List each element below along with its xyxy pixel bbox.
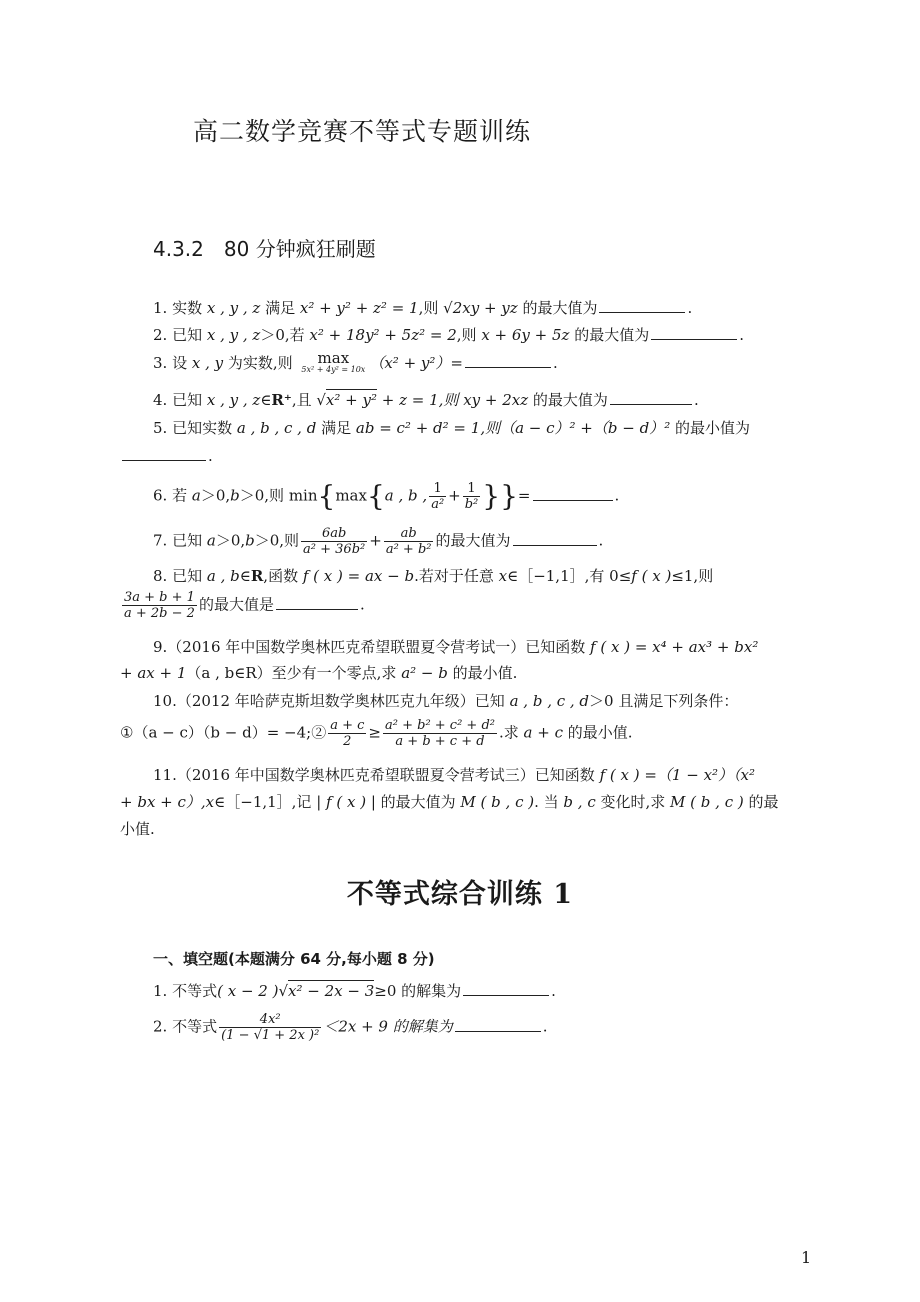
problem-1: 1. 实数 x , y , z 满足 x² + y² + z² = 1,则 √2xy + yz 的最大值为 .	[153, 299, 693, 317]
problem-11-cont2: 小值.	[120, 820, 155, 838]
problem-10: 10.（2012 年哈萨克斯坦数学奥林匹克九年级）已知 a , b , c , d＞0 且满足下列条件：	[153, 692, 739, 710]
answer-blank	[463, 981, 549, 996]
problem-10-cont: ①（a − c）（b − d）= −4;② $\frac{a + c}{2}$ ≥ $\frac{\text{a² + b² + c² + d²}}{a + b + c + d}$ .求 a + c 的最小值.	[120, 718, 633, 749]
question-2: 2. 不等式 $\frac{\text{4x²}}{\text{(1 − √1 + 2x )²}}$ ＜2x + 9 的解集为 .	[153, 1012, 548, 1043]
problem-5: 5. 已知实数 a , b , c , d 满足 ab = c² + d² = 1,则（a − c）² +（b − d）² 的最小值为	[153, 419, 750, 437]
answer-blank	[465, 353, 551, 368]
answer-blank	[455, 1017, 541, 1032]
section2-heading: 一、填空题(本题满分 64 分,每小题 8 分)	[153, 950, 435, 968]
problem-8: 8. 已知 a , b∈R,函数 f ( x ) = ax − b.若对于任意 x∈［−1,1］,有 0≤f ( x )≤1,则	[153, 567, 714, 585]
max-operator: max 5x² + 4y² = 10x	[301, 349, 366, 374]
answer-blank	[276, 595, 358, 610]
fraction: $\frac{6ab}{\text{a² + 36b²}}$	[303, 526, 366, 557]
fraction: $\frac{3a + b + 1}{a + 2b - 2}$	[124, 590, 195, 621]
question-1: 1. 不等式( x − 2 )√x² − 2x − 3≥0 的解集为 .	[153, 982, 556, 1000]
section-heading: 4.3.2 80 分钟疯狂刷题	[153, 237, 376, 261]
problem-3: 3. 设 x , y 为实数,则 max 5x² + 4y² = 10x （x² + y²）= .	[153, 349, 558, 374]
problem-2: 2. 已知 x , y , z＞0,若 x² + 18y² + 5z² = 2,则 x + 6y + 5z 的最大值为 .	[153, 326, 745, 344]
problem-8-cont: $\frac{3a + b + 1}{a + 2b - 2}$ 的最大值是 .	[124, 590, 365, 621]
problem-9-cont: + ax + 1（a , b∈R）至少有一个零点,求 a² − b 的最小值.	[120, 664, 518, 682]
answer-blank	[610, 390, 692, 405]
answer-blank	[599, 298, 685, 313]
page-number: 1	[801, 1248, 812, 1267]
problem-6: 6. 若 a＞0,b＞0,则 min{max{a , b , $\frac{1}{\text{a²}}$ + $\frac{1}{\text{b²}}$ }}= .	[153, 479, 620, 513]
fraction: $\frac{1}{\text{a²}}$	[431, 481, 445, 512]
problem-11: 11.（2016 年中国数学奥林匹克希望联盟夏令营考试三）已知函数 f ( x ) =（1 − x²）（x²	[153, 766, 756, 784]
answer-blank	[513, 531, 597, 546]
problem-4: 4. 已知 x , y , z∈R⁺,且 √x² + y² + z = 1,则 xy + 2xz 的最大值为 .	[153, 391, 699, 409]
fraction: $\frac{1}{\text{b²}}$	[464, 481, 479, 512]
answer-blank	[122, 446, 206, 461]
answer-blank	[533, 486, 613, 501]
problem-7: 7. 已知 a＞0,b＞0,则 $\frac{6ab}{\text{a² + 36b²}}$ + $\frac{ab}{\text{a² + b²}}$ 的最大值为 .	[153, 526, 604, 557]
fraction: $\frac{\text{a² + b² + c² + d²}}{a + b + c + d}$	[385, 718, 495, 749]
fraction: $\frac{a + c}{2}$	[330, 718, 365, 749]
fraction: $\frac{\text{4x²}}{\text{(1 − √1 + 2x )²}}$	[221, 1012, 320, 1043]
problem-9: 9.（2016 年中国数学奥林匹克希望联盟夏令营考试一）已知函数 f ( x ) = x⁴ + ax³ + bx²	[153, 638, 759, 656]
page-title: 高二数学竞赛不等式专题训练	[193, 117, 532, 146]
problem-11-cont: + bx + c）,x∈［−1,1］,记 | f ( x ) | 的最大值为 M ( b , c ). 当 b , c 变化时,求 M ( b , c ) 的最	[120, 793, 779, 811]
problem-5-cont: .	[120, 446, 213, 466]
fraction: $\frac{ab}{\text{a² + b²}}$	[385, 526, 432, 557]
section2-title: 不等式综合训练 1	[346, 879, 574, 910]
answer-blank	[651, 325, 737, 340]
